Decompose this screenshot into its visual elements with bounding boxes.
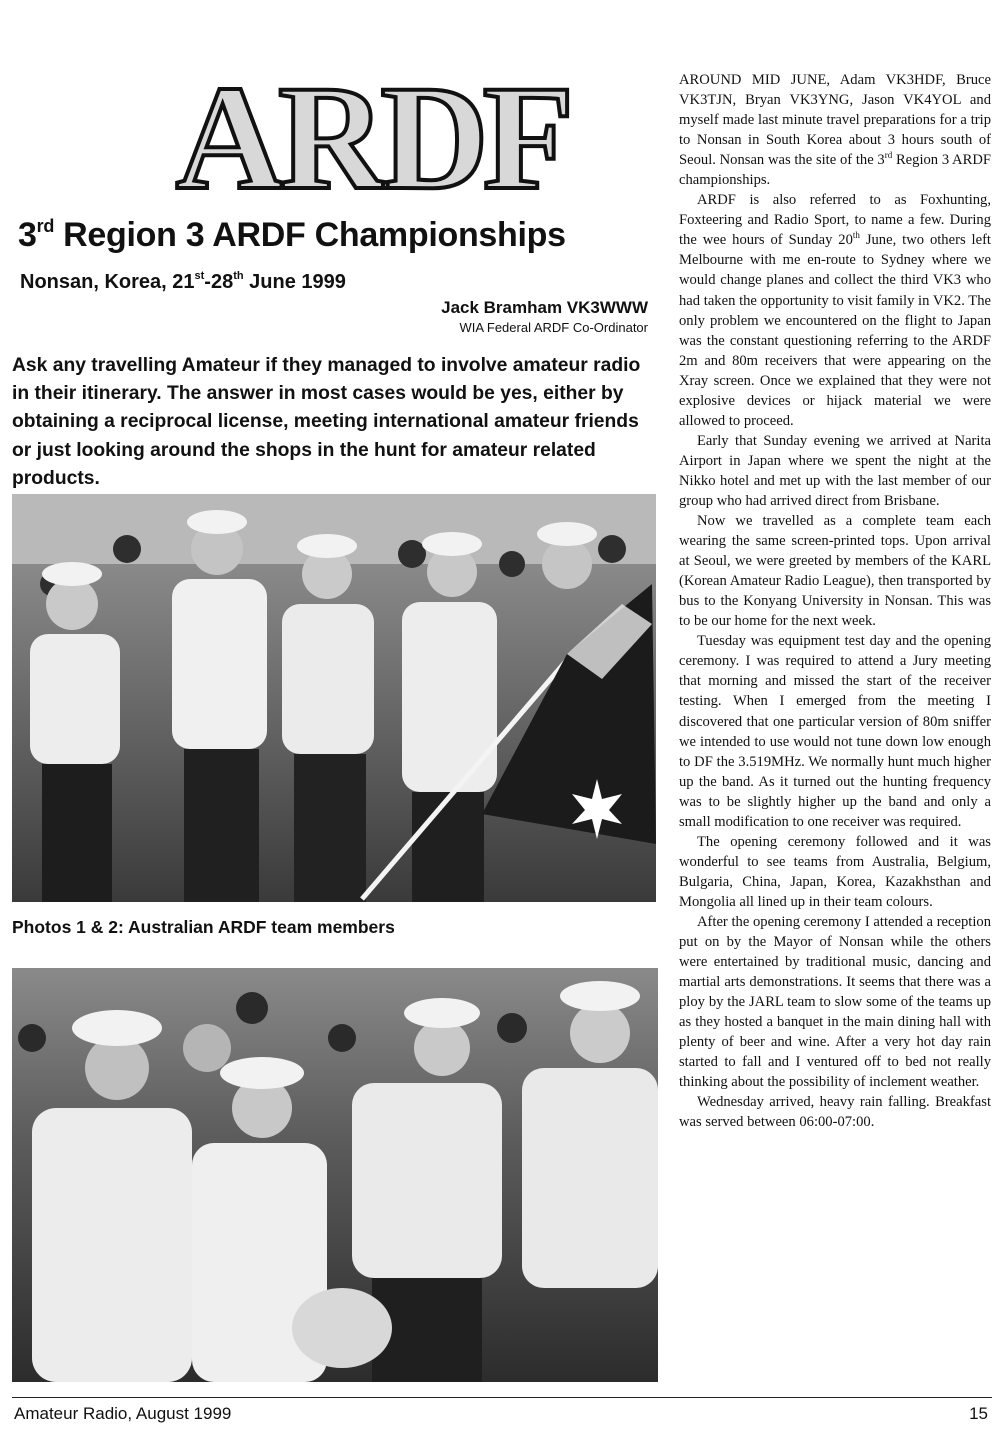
body-paragraph-7: After the opening ceremony I attended a reception put on by the Mayor of Nonsan while the others were entertained by traditional music, dancing and martial arts demonstrations. It seems that there was a ploy by the JARL team to slow some of the teams up as they hosted a banquet in the main dining hall with plenty of beer and wine. After a very hot day rain started to fall and I ventured off to bed not really thinking about the possibility of inclement weather. [679,913,991,1091]
body-paragraph-6: The opening ceremony followed and it was wonderful to see teams from Australia, Belgium, Bulgaria, China, Japan, Korea, Kazakhsthan and Mongolia all lined up in their team colours. [679,833,991,910]
body-paragraph-2: ARDF is also referred to as Foxhunting, Foxteering and Radio Sport, to name a few. During the wee hours of Sunday 20th June, two others left Melbourne with me en-route to Sydney where we would change planes and collect the third VK3 who had taken the opportunity to visit family in VK2. The only problem we encountered on the flight to Japan was the constant questioning referring to the ARDF 2m and 80m receivers that were appearing on the Xray screen. Once we explained that they were not explosive devices or hijack material we were allowed to proceed. [679,192,991,429]
body-paragraph-5: Tuesday was equipment test day and the opening ceremony. I was required to attend a Jury meeting that morning and missed the start of the receiver testing. When I emerged from the meeting I discovered that one particular version of 80m sniffer we intended to use would not tune down low enough to DF the 3.519MHz. We normally hunt much higher up the band. As it turned out the hunting frequency was to be slightly higher up the band and only a small modification to one receiver was required. [679,633,991,830]
body-paragraph-8: Wednesday arrived, heavy rain falling. Breakfast was served between 06:00-07:00. [679,1094,991,1131]
body-paragraph-1: AROUND MID JUNE, Adam VK3HDF, Bruce VK3TJN, Bryan VK3YNG, Jason VK4YOL and myself made last minute travel preparations for a trip to Nonsan in South Korea about 3 hours south of Seoul. Nonsan was the site of the 3rd Region 3 ARDF championships. [679,72,991,189]
team-photo-2 [12,968,658,1382]
author-name: Jack Bramham VK3WWW [441,298,648,317]
team-photo-1 [12,494,656,902]
page-number: 15 [969,1404,988,1423]
article-headline: 3rd Region 3 ARDF Championships [18,216,566,254]
article-dateline: Nonsan, Korea, 21st-28th June 1999 [20,270,346,293]
photo-caption: Photos 1 & 2: Australian ARDF team members [12,917,395,937]
logo-text: ARDF [175,70,569,210]
footer-publication: Amateur Radio, August 1999 [14,1404,232,1423]
footer-rule [12,1397,992,1398]
body-paragraph-3: Early that Sunday evening we arrived at Narita Airport in Japan where we spent the night at the Nikko hotel and met up with the last member of our group who had arrived direct from Brisbane. [679,432,991,509]
intro-paragraph: Ask any travelling Amateur if they managed to involve amateur radio in their itinerary. The answer in most cases would be yes, either by obtaining a reciprocal license, meeting international amateur friends or just looking around the shops in the hunt for amateur related products. [12,355,641,489]
body-paragraph-4: Now we travelled as a complete team each wearing the same screen-printed tops. Upon arrival at Seoul, we were greeted by members of the KARL (Korean Amateur Radio League), then transported by bus to the Konyang University in Nonsan. This was to be our home for the next week. [679,513,991,630]
article-body [679,70,991,1132]
author-role: WIA Federal ARDF Co-Ordinator [459,320,648,335]
ardf-logo [172,70,572,210]
